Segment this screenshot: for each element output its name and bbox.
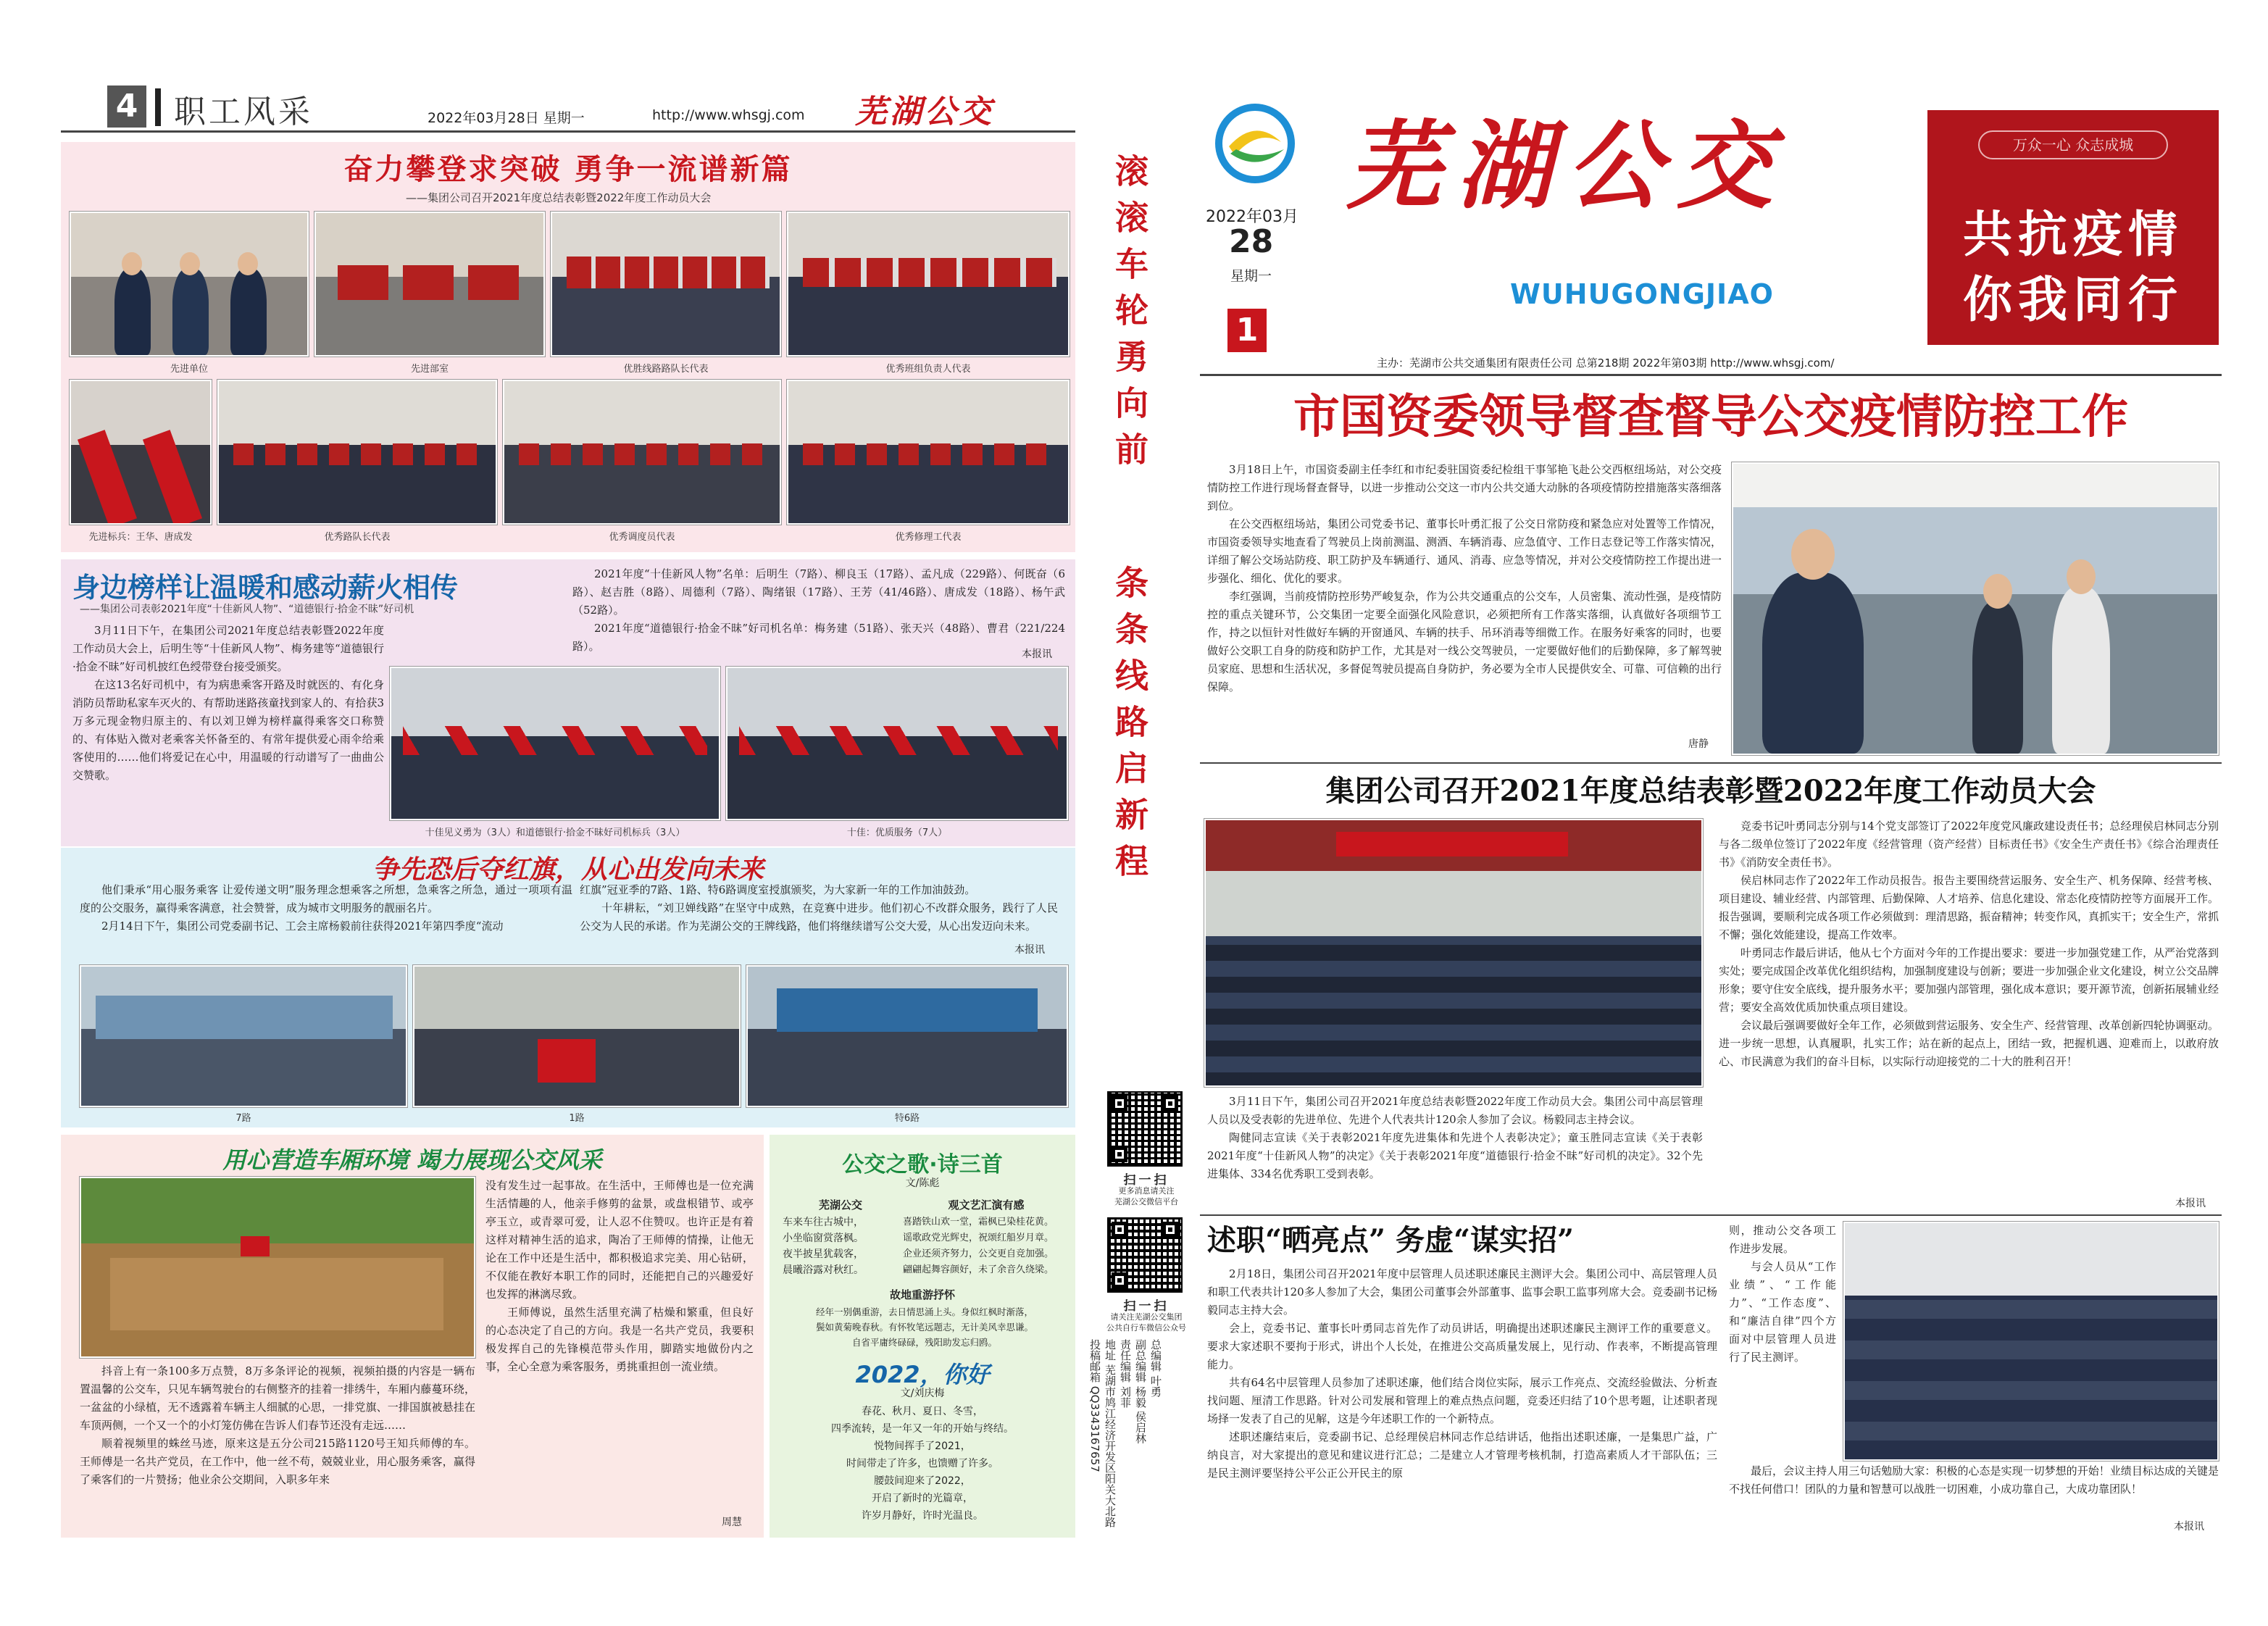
photo-route-captains — [551, 212, 781, 357]
poem1-title: 芜湖公交 — [818, 1198, 862, 1212]
story3-caption-3: 特6路 — [894, 1113, 920, 1124]
qr-code-wechat[interactable] — [1107, 1091, 1183, 1167]
masthead-title: 芜湖公交 — [1346, 110, 1787, 222]
masthead-rule — [1200, 374, 2222, 376]
story2-caption-1: 十佳见义勇为（3人）和道德银行·拾金不昧好司机标兵（3人） — [425, 827, 685, 838]
poem4-body: 春花、秋月、夏日、冬雪， 四季流转，是一年又一年的开始与终结。 悦物间挥手了2021， 时间带走了许多，也馈赠了许多。 腰鼓间迎来了2022， 开启了新时的光篇章， 许岁月静好，许时光温良。 — [831, 1406, 1014, 1522]
qr1-label: 扫一扫 — [1123, 1173, 1170, 1188]
left-page-number: 4 — [107, 86, 146, 128]
conference-credit: 本报讯 — [2175, 1198, 2206, 1209]
qr-code-bike[interactable] — [1107, 1217, 1183, 1293]
qr2-text: 请关注芜湖公交集团 公共自行车微信公众号 — [1106, 1312, 1186, 1333]
caption-row1-3: 优胜线路路队长代表 — [623, 364, 709, 375]
banner-line-1: 共抗疫情 — [1962, 206, 2183, 264]
poem1-body: 车来车往古城中， 小坐临窗赏落枫。 夜半披星犹载客， 晨曦浴露对秋红。 — [783, 1217, 864, 1276]
photo-route-te6 — [746, 965, 1068, 1107]
conference-body: 竞委书记叶勇同志分别与14个党支部签订了2022年度党风廉政建设责任书；总经理侯启林同志分别与各二级单位签订了2022年度《经营管理（资产经营）目标责任书》《安全生产责任书》《综合治理责任书》《消防安全责任书》。 侯启林同志作了2022年工作动员报告。报告主要围绕营运服务、安全生产、机务保障、经营考核、项目建设、辅业经营、内部管理、后勤保障、人才培养、信息化建设、常态化疫情防控等方面展开工作。报告强调，要顺利完成各项工作必须做到：理清思路，振奋精神；转变作风，真抓实干；安全生产，常抓不懈；强化效能建设，提高工作效率。 叶勇同志作最后讲话，他从七个方面对今年的工作提出要求：要进一步加强党建工作，从严治党落到实处；要完成国企改革优化组织结构，加强制度建设与创新；要进一步加强企业文化建设，树立公交品牌形象；要守住安全底线，提升服务水平；要加强内部管理，强化成本意识；要开源节流，创新拓展辅业经营；要安全高效优质加快重点项目建设。 会议最后强调要做好全年工作，必须做到营运服务、安全生产、经营管理、改革创新四轮协调驱动。进一步统一思想，认真履职，扎实工作；站在新的起点上，团结一致，把握机遇、迎难而上，以敢府放心、市民满意为我们的奋斗目标，以实际行动迎接党的二十大的胜利召开！ — [1719, 820, 2219, 1068]
caption-row1-2: 先进部室 — [410, 364, 449, 375]
headline-credit: 唐静 — [1688, 738, 1709, 750]
story3-caption-1: 7路 — [235, 1113, 251, 1124]
header-rule — [61, 130, 1075, 133]
story4-title: 用心营造车厢环境 竭力展现公交风采 — [222, 1146, 602, 1174]
photo-awardees-right — [726, 667, 1068, 820]
section-divider — [155, 88, 161, 126]
masthead-pinyin: WUHUGONGJIAO — [1510, 278, 1774, 310]
photo-team-leaders — [787, 212, 1070, 357]
photo-advanced-units — [70, 212, 309, 357]
review-credit: 本报讯 — [2174, 1521, 2204, 1533]
right-page-number: 1 — [1227, 309, 1267, 352]
story3-caption-2: 1路 — [569, 1113, 585, 1124]
issue-weekday: 星期一 — [1230, 268, 1272, 284]
poem3-body: 经年一别偶重游，去日情思涌上头。身似红枫时渐落， 鬓如黄菊晚春秋。有怀牧笔远题志，无计美风幸思谦。 自省平庸终碌碌，残阳助发忘归鸥。 — [815, 1306, 1033, 1348]
story1-title: 奋力攀登求突破 勇争一流谱新篇 — [343, 153, 793, 186]
issue-day: 28 — [1229, 223, 1274, 260]
vertical-title-1: 滚滚车轮勇向前 — [1110, 154, 1149, 478]
caption-row2-1: 先进标兵：王华、唐成发 — [88, 532, 193, 543]
section-title: 职工风采 — [174, 93, 313, 130]
conference-photo-text: 3月11日下午，集团公司召开2021年度总结表彰暨2022年度工作动员大会。集团公司中高层管理人员以及受表彰的先进单位、先进个人代表共计120余人参加了会议。杨毅同志主持会议。 陶健同志宣读《关于表彰2021年度先进集体和先进个人表彰决定》；童玉胜同志宣读《关于表彰2021年度“十佳新风人物”的决定》《关于表彰2021年度“道德银行·拾金不昧”好司机的决定》。32个先进集体、334名优秀职工受到表彰。 — [1207, 1095, 1703, 1180]
photo-advanced-departments — [314, 212, 545, 357]
poem3-title: 故地重游抒怀 — [889, 1288, 955, 1301]
conference-title: 集团公司召开2021年度总结表彰暨2022年度工作动员大会 — [1325, 774, 2096, 808]
caption-row2-4: 优秀修理工代表 — [895, 532, 962, 543]
photo-model-workers — [70, 380, 212, 525]
story2-rule — [1200, 1214, 2222, 1216]
qr2-label: 扫一扫 — [1123, 1299, 1170, 1314]
story2-left-text: 3月11日下午，在集团公司2021年度总结表彰暨2022年度工作动员大会上，后明生等“十佳新风人物”、梅务建等“道德银行·拾金不昧”好司机披红色绶带登台接受颁奖。 在这13名好司机中，有为病患乘客开路及时就医的、有化身消防员帮助私家车灭火的、有帮助迷路孩童找到家人的、有拾获3万多元现金物归原主的、有以刘卫婵为榜样赢得乘客交口称赞的、有体贴入微对老乘客关怀备至的、有常年提供爱心雨伞给乘客使用的……他们将爱记在心中，用温暖的行动谱写了一曲曲公交赞歌。 — [72, 624, 384, 782]
caption-row1-4: 优秀班组负责人代表 — [885, 364, 971, 375]
photo-bus-interior — [80, 1177, 475, 1358]
story3-left-text: 他们秉承“用心服务乘客 让爱传递文明”服务理念想乘客之所想，急乘客之所急，通过一项项有温度的公交服务，赢得乘客满意，社会赞誉，成为城市文明服务的靓丽名片。 2月14日下午，集团公司党委副书记、工会主席杨毅前往获得2021年第四季度“流动 — [80, 883, 572, 933]
review-title: 述职“晒亮点” 务虚“谋实招” — [1207, 1223, 1574, 1257]
qr1-text: 更多消息请关注 芜湖公交微信平台 — [1114, 1186, 1178, 1206]
poem2-body: 喜踏铁山欢一堂，霜枫已染桂花黄。 谣歌政党光辉史，祝颂红船岁月章。 企业还须齐努力，公交更自竞加强。 翩翩起舞容颜好，未了余音久绕梁。 — [903, 1217, 1054, 1275]
story1-subtitle: ——集团公司召开2021年度总结表彰暨2022年度工作动员大会 — [406, 191, 712, 204]
headline-rule — [1200, 762, 2222, 764]
caption-row2-2: 优秀路队长代表 — [324, 532, 391, 543]
photo-awardees-left — [390, 667, 720, 820]
story4-credit: 周慧 — [722, 1517, 742, 1528]
banner-line-2: 你我同行 — [1962, 271, 2183, 329]
left-url: http://www.whsgj.com — [652, 107, 805, 123]
photo-dispatchers — [503, 380, 781, 525]
story3-title: 争先恐后夺红旗，从心出发向未来 — [372, 855, 764, 885]
photo-route-team — [217, 380, 497, 525]
photo-mechanics — [787, 380, 1070, 525]
main-headline: 市国资委领导督查督导公交疫情防控工作 — [1293, 391, 2128, 444]
headline-body: 3月18日上午，市国资委副主任李红和市纪委驻国资委纪检组干事邹艳飞赴公交西枢纽场站，对公交疫情防控工作进行现场督查督导，以进一步推动公交这一市内公共交通大动脉的各项疫情防控措施落实落细落到位。 在公交西枢纽场站，集团公司党委书记、董事长叶勇汇报了公交日常防疫和紧急应对处置等工作情况，市国资委领导实地查看了驾驶员上岗前测温、测酒、车辆消毒、应急值守、工作日志登记等工作落实情况，详细了解公交场站防疫、职工防护及车辆通行、通风、消毒、应急等情况，并对公交疫情防控工作提出进一步强化、细化、优化的要求。 李红强调，当前疫情防控形势严峻复杂，作为公共交通重点的公交车，人员密集、流动性强，是疫情防控的重点关键环节，公交集团一定要全面强化风险意识，必须把所有工作落实落细，认真做好各项细节工作，持之以恒针对性做好车辆的开窗通风、车辆的扶手、吊环消毒等细微工作。在服务好乘客的同时，也要做好公交职工自身的防疫和防护工作，尤其是对一线公交驾驶员，一定要做好他们的后勤保障，多了解驾驶员家庭、思想和生活状况，多督促驾驶员提高自身防护，务必要为全市人民提供安全、可靠、可信赖的出行保障。 — [1207, 463, 1722, 693]
review-closing: 最后，会议主持人用三句话勉励大家：积极的心态是实现一切梦想的开始！业绩目标达成的关键是不找任何借口！团队的力量和智慧可以战胜一切困难，小成功靠自己，大成功靠团队！ — [1729, 1464, 2219, 1496]
poem-section-author: 文/陈彪 — [905, 1177, 940, 1189]
vertical-title-2: 条条线路启新程 — [1110, 565, 1149, 890]
left-date: 2022年03月28日 星期一 — [428, 110, 585, 126]
story3-right-text: 红旗”冠亚季的7路、1路、特6路调度室授旗颁奖，为大家新一年的工作加油鼓劲。 十年耕耘，“刘卫婵线路”在坚守中成熟，在竞赛中进步。他们初心不改群众服务，践行了人民公交为人民的承诺。作为芜湖公交的王牌线路，他们将继续谱写公交大爱，从心出发迈向未来。 — [580, 883, 1058, 933]
photo-route1 — [413, 965, 741, 1107]
banner-top-tag: 万众一心 众志成城 — [1978, 130, 2168, 159]
story3-credit: 本报讯 — [1014, 944, 1045, 956]
story2-title: 身边榜样让温暖和感动薪火相传 — [72, 572, 459, 604]
poem4-author: 文/刘庆梅 — [900, 1388, 945, 1399]
left-logo: 芜湖公交 — [855, 93, 994, 130]
staff-credits: 总编辑 叶勇 副总编辑 杨毅 侯启林 责任编辑 刘菲 地址 芜湖市鸠江经济开发区阳关大北路 投稿邮箱 QQ3343167657 — [1088, 1339, 1162, 1527]
story2-caption-2: 十佳：优质服务（7人） — [846, 827, 948, 838]
story4-col2: 没有发生过一起事故。在生活中，王师傅也是一位充满生活情趣的人，他亲手修剪的盆景，或盘根错节、或亭亭玉立，或青翠可爱，让人忍不住赞叹。也许正是有着这样对精神生活的追求，陶冶了王师傅的情操，让他无论在工作中还是生活中，都积极追求完美、用心钻研，不仅能在教好本职工作的同时，还能把自己的兴趣爱好也发挥的淋漓尽致。 王师傅说，虽然生活里充满了枯燥和繁重，但良好的心态决定了自己的方向。我是一名共产党员，我要积极发挥自己的先锋模范带头作用，脚踏实地做份内之事，全心全意为乘客服务，勇挑重担创一流业绩。 — [485, 1179, 754, 1373]
photo-conference — [1204, 819, 1703, 1087]
review-body: 2月18日，集团公司召开2021年度中层管理人员述职述廉民主测评大会。集团公司中、高层管理人员和职工代表共计120多人参加了大会，集团公司董事会外部董事、监事会职工监事列席大会。竞委副书记杨毅同志主持大会。 会上，竞委书记、董事长叶勇同志首先作了动员讲话，明确提出述职述廉民主测评工作的重要意义。要求大家述职不要拘于形式，讲出个人长处，在推进公交高质量发展上，见行动、作表率，不断提高管理能力。 共有64名中层管理人员参加了述职述廉，他们结合岗位实际，展示工作亮点、交流经验做法、分析查找问题、厘清工作思路。针对公司发展和管理上的难点热点问题，竞委还归结了10个思考题，让述职者现场择一发表了自己的见解，这是今年述职工作的一个新特点。 述职述廉结束后，竞委副书记、总经理侯启林同志作总结讲话，他指出述职述廉，一是集思广益，广纳良言，对大家提出的意见和建议进行汇总；二是建立人才管理考核机制，打造高素质人才干部队伍；三是民主测评要坚持公平公正公开民主的原 — [1207, 1267, 1717, 1480]
issue-date: 2022年03月 — [1206, 208, 1298, 226]
review-side-body: 则，推动公交各项工作进步发展。 与会人员从“工作业绩”、“工作能力”、“工作态度”、和“廉洁自律”四个方面对中层管理人员进行了民主测评。 — [1729, 1224, 1836, 1364]
poem2-title: 观文艺汇演有感 — [948, 1198, 1025, 1212]
story4-col1: 抖音上有一条100多万点赞，8万多条评论的视频，视频拍摄的内容是一辆布置温馨的公交车，只见车辆驾驶台的右侧整齐的挂着一排绣牛，车厢内藤蔓环绕，一盆盆的小绿植，无不透露着车辆主人细腻的心思，一排党旗、一排国旗被悬挂在车顶两侧，一个又一个的小灯笼仿佛在告诉人们春节还没有走远…… 顺着视频里的蛛丝马迹，原来这是五分公司215路1120号王知兵师傅的车。王师傅是一名共产党员，在工作中，他一丝不苟，兢兢业业，用心服务乘客，赢得了乘客们的一片赞扬；他业余公交期间，入职多年来 — [80, 1364, 475, 1486]
caption-row1-1: 先进单位 — [170, 364, 208, 375]
story2-right-text: 2021年度“十佳新风人物”名单：后明生（7路）、柳良玉（17路）、孟凡成（229路）、何既奋（6路）、赵吉胜（8路）、周德利（7路）、陶绪银（17路）、王芳（41/46路）、唐成发（18路）、杨午武（52路）。 2021年度“道德银行·拾金不昧”好司机名单：梅务建（51路）、张天兴（48路）、曹君（221/224路）。 — [572, 567, 1065, 653]
photo-route7 — [80, 965, 407, 1107]
imprint-line: 主办：芜湖市公共交通集团有限责任公司 总第218期 2022年第03期 http://www.whsgj.com/ — [1377, 357, 1835, 370]
photo-review-meeting — [1843, 1222, 2219, 1461]
poem4-title: 2022，你好 — [855, 1361, 990, 1388]
story2-credit: 本报讯 — [1022, 649, 1052, 660]
caption-row2-3: 优秀调度员代表 — [609, 532, 675, 543]
company-logo — [1214, 103, 1296, 184]
photo-bus-inspection — [1732, 462, 2219, 755]
story2-subtitle: ——集团公司表彰2021年度“十佳新风人物”、“道德银行·拾金不昧”好司机 — [80, 604, 414, 615]
poem-section-title: 公交之歌·诗三首 — [842, 1152, 1003, 1177]
